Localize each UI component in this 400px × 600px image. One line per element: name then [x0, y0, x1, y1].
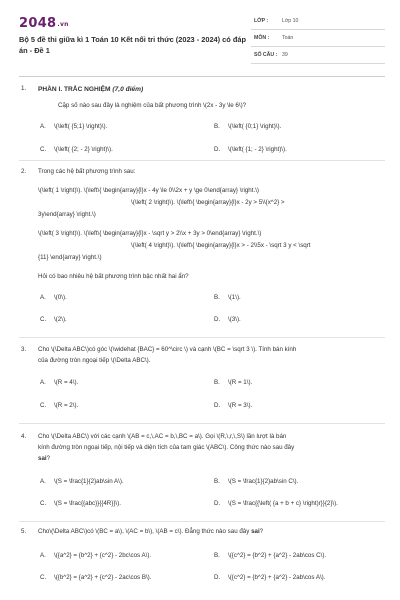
- option-a[interactable]: [40, 379, 78, 386]
- meta-row-grade: [251, 13, 385, 30]
- option-text: \(R = 2\).: [54, 402, 79, 409]
- option-letter: D.: [214, 316, 221, 323]
- option-d[interactable]: [214, 402, 252, 409]
- meta-key: SỐ CÂU :: [254, 52, 278, 58]
- emphasis-word: sai: [251, 528, 260, 535]
- stem-text: Cho\(\Delta ABC\)có \(BC = a\), \(AC = b\), \(AB = c\). Đẳng thức nào sau đây: [38, 528, 252, 535]
- option-letter: A.: [40, 379, 46, 386]
- question-divider: [19, 423, 385, 424]
- option-letter: A.: [40, 294, 46, 301]
- option-d[interactable]: [214, 146, 287, 153]
- question-number: 3.: [21, 346, 27, 353]
- stem-end: ?: [259, 528, 264, 535]
- meta-value: Toán: [282, 35, 294, 41]
- option-text: \(2\).: [54, 316, 67, 323]
- option-b[interactable]: [214, 379, 252, 386]
- option-text: \(\left( {5;1} \right)\).: [54, 123, 108, 130]
- option-c[interactable]: [40, 402, 78, 409]
- option-text: \(\left( {1; - 2} \right)\).: [228, 146, 287, 153]
- system-line: \(\left( 1 \right)\). \(\left\{ \begin{array}{l}x - 4y \le 0\\2x + y \ge 0\end{array} \right.\): [38, 187, 259, 194]
- question-stem: [38, 528, 263, 535]
- option-letter: D.: [214, 574, 221, 581]
- option-letter: B.: [214, 379, 220, 386]
- option-letter: B.: [214, 552, 220, 559]
- option-text: \(R = 4\).: [54, 379, 79, 386]
- option-c[interactable]: [40, 574, 151, 581]
- option-text: \(S = \frac{1}{2}ab\sin C\).: [228, 478, 299, 485]
- option-letter: D.: [214, 402, 221, 409]
- meta-value: Lớp 10: [282, 18, 299, 24]
- question-stem: Cặp số nào sau đây là nghiệm của bất phương trình \(2x - 3y \le 6\)?: [58, 102, 247, 109]
- question-stem: Trong các hệ bất phương trình sau:: [38, 168, 136, 175]
- option-text: \(1\).: [228, 294, 241, 301]
- option-c[interactable]: [40, 500, 121, 507]
- site-logo[interactable]: [19, 16, 69, 31]
- question-number: 5.: [21, 528, 27, 535]
- option-letter: C.: [40, 316, 47, 323]
- option-letter: A.: [40, 123, 46, 130]
- option-text: \({b^2} = {a^2} + {c^2} - 2ac\cos B\).: [54, 574, 152, 581]
- meta-value: 39: [282, 52, 288, 58]
- system-line: 3y\end{array} \right.\): [38, 211, 96, 218]
- stem-end: ?: [46, 455, 51, 462]
- option-letter: B.: [214, 294, 220, 301]
- section-label: PHẦN I. TRẮC NGHIỆM: [38, 86, 111, 93]
- option-a[interactable]: [40, 294, 67, 301]
- option-text: \(\left( {2; - 2} \right)\).: [54, 146, 113, 153]
- option-letter: B.: [214, 478, 220, 485]
- option-d[interactable]: [214, 500, 338, 507]
- question-stem-end: [38, 455, 50, 462]
- meta-row-question-count: [251, 47, 385, 64]
- exam-meta-table: [251, 13, 385, 64]
- option-text: \({c^2} = {b^2} + {a^2} - 2ab\cos C\).: [228, 552, 327, 559]
- option-letter: A.: [40, 552, 46, 559]
- question-number: 2.: [21, 168, 27, 175]
- option-text: \(S = \frac{{abc}}{{4R}}\).: [54, 500, 121, 507]
- section-title: [38, 85, 388, 95]
- logo-text: 2048: [19, 16, 57, 31]
- system-line: \(\left( 2 \right)\). \(\left\{ \begin{array}{l}x - 2y > 5\\{x^2} >: [131, 199, 285, 206]
- question-divider: [19, 337, 385, 338]
- question-list: [0, 77, 400, 600]
- option-letter: B.: [214, 123, 220, 130]
- option-a[interactable]: [40, 552, 151, 559]
- option-text: \(R = 1\).: [228, 379, 253, 386]
- emphasis-word: sai: [38, 455, 47, 462]
- option-letter: C.: [40, 402, 47, 409]
- option-text: \({a^2} = {b^2} + {c^2} - 2bc\cos A\).: [54, 552, 152, 559]
- system-line: \(\left( 4 \right)\). \(\left\{ \begin{array}{l}x > - 2\\5x - \sqrt 3 y < \sqrt: [131, 242, 311, 249]
- exam-title: Bộ 5 đề thi giữa kì 1 Toán 10 Kết nối tri thức (2023 - 2024) có đáp án - Đề 1: [19, 35, 247, 55]
- option-a[interactable]: [40, 123, 107, 130]
- system-line: {11} \end{array} \right.\): [38, 254, 102, 261]
- question-prompt: Hỏi có bao nhiêu hệ bất phương trình bậc nhất hai ẩn?: [38, 273, 189, 280]
- question-stem: Cho \(\Delta ABC\)có góc \(\widehat {BAC} = 60^\circ \) và cạnh \(BC = \sqrt 3 \). Tính bán kính: [38, 346, 297, 353]
- option-b[interactable]: [214, 478, 298, 485]
- option-d[interactable]: [214, 316, 241, 323]
- option-d[interactable]: [214, 574, 325, 581]
- option-text: \(\left( {0;1} \right)\).: [228, 123, 282, 130]
- option-text: \(R = 3\).: [228, 402, 253, 409]
- option-text: \(S = \frac{1}{2}ab\sin A\).: [54, 478, 124, 485]
- option-c[interactable]: [40, 146, 113, 153]
- option-b[interactable]: [214, 123, 281, 130]
- section-points: (7,0 điểm): [112, 86, 144, 93]
- option-letter: D.: [214, 500, 221, 507]
- meta-key: MÔN :: [254, 35, 270, 41]
- option-b[interactable]: [214, 294, 241, 301]
- question-divider: [19, 160, 385, 161]
- option-letter: C.: [40, 146, 47, 153]
- option-letter: D.: [214, 146, 221, 153]
- option-text: \(0\).: [54, 294, 67, 301]
- option-text: \({c^2} = {b^2} + {a^2} - 2ab\cos A\).: [228, 574, 326, 581]
- option-a[interactable]: [40, 478, 124, 485]
- option-letter: C.: [40, 500, 47, 507]
- question-stem-cont: của đường tròn ngoại tiếp \(\Delta ABC\).: [38, 357, 151, 364]
- meta-key: LỚP :: [254, 18, 269, 24]
- option-text: \(S = \frac{{\left( {a + b + c} \right)r}}{2}\).: [228, 500, 338, 507]
- question-divider: [19, 521, 385, 522]
- option-b[interactable]: [214, 552, 326, 559]
- question-stem: Cho \(\Delta ABC\) với các cạnh \(AB = c,\,AC = b,\,BC = a\). Gọi \(R,\,r,\,S\) lần lượt là bán: [38, 433, 287, 440]
- logo-suffix: .vn: [57, 21, 69, 28]
- option-letter: A.: [40, 478, 46, 485]
- system-line: \(\left( 3 \right)\). \(\left\{ \begin{array}{l}x - \sqrt y > 2\\x + 3y > 0\end{array} \right.\): [38, 230, 262, 237]
- option-c[interactable]: [40, 316, 67, 323]
- option-letter: C.: [40, 574, 47, 581]
- question-number: 1.: [21, 85, 27, 92]
- question-number: 4.: [21, 433, 27, 440]
- question-stem-cont: kính đường tròn ngoại tiếp, nội tiếp và diện tích của tam giác \(ABC\). Công thức nào sau đây: [38, 444, 295, 451]
- option-text: \(3\).: [228, 316, 241, 323]
- meta-row-subject: [251, 30, 385, 47]
